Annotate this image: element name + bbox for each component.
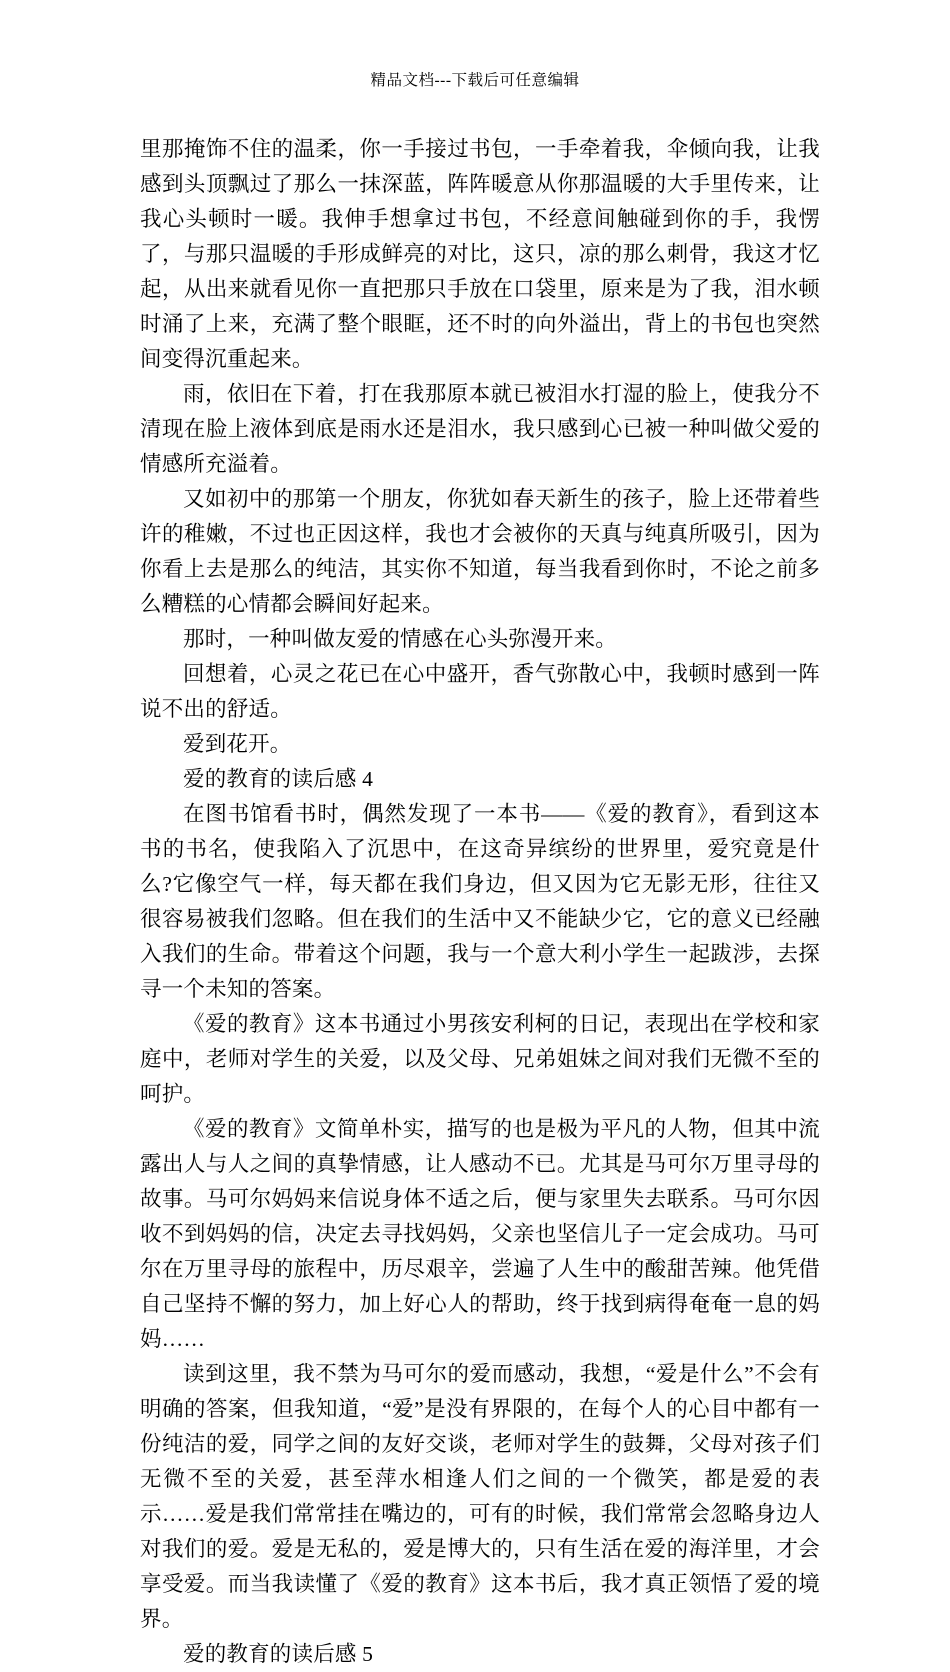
page-header-watermark: 精品文档---下载后可任意编辑 [370,72,580,89]
paragraph: 《爱的教育》文简单朴实，描写的也是极为平凡的人物，但其中流露出人与人之间的真挚情感，让人感动不已。尤其是马可尔万里寻母的故事。马可尔妈妈来信说身体不适之后，便与家里失去联系。马可尔因收不到妈妈的信，决定去寻找妈妈，父亲也坚信儿子一定会成功。马可尔在万里寻母的旅程中，历尽艰辛，尝遍了人生中的酸甜苦辣。他凭借自己坚持不懈的努力，加上好心人的帮助，终于找到病得奄奄一息的妈妈…… [140,1117,820,1351]
paragraph: 雨，依旧在下着，打在我那原本就已被泪水打湿的脸上，使我分不清现在脸上液体到底是雨水还是泪水，我只感到心已被一种叫做父爱的情感所充溢着。 [140,382,820,476]
paragraph: 爱到花开。 [183,732,292,756]
paragraph: 回想着，心灵之花已在心中盛开，香气弥散心中，我顿时感到一阵说不出的舒适。 [140,662,820,721]
paragraph: 那时，一种叫做友爱的情感在心头弥漫开来。 [183,627,618,651]
section-heading: 爱的教育的读后感 4 [183,767,374,791]
section-heading: 爱的教育的读后感 5 [183,1642,374,1666]
paragraph: 《爱的教育》这本书通过小男孩安利柯的日记，表现出在学校和家庭中，老师对学生的关爱，以及父母、兄弟姐妹之间对我们无微不至的呵护。 [140,1012,820,1106]
paragraph: 在图书馆看书时，偶然发现了一本书——《爱的教育》，看到这本书的书名，使我陷入了沉思中，在这奇异缤纷的世界里，爱究竟是什么?它像空气一样，每天都在我们身边，但又因为它无影无形，往往又很容易被我们忽略。但在我们的生活中又不能缺少它，它的意义已经融入我们的生命。带着这个问题，我与一个意大利小学生一起跋涉，去探寻一个未知的答案。 [140,802,820,1001]
paragraph: 又如初中的那第一个朋友，你犹如春天新生的孩子，脸上还带着些许的稚嫩，不过也正因这样，我也才会被你的天真与纯真所吸引，因为你看上去是那么的纯洁，其实你不知道，每当我看到你时，不论之前多么糟糕的心情都会瞬间好起来。 [140,487,820,616]
paragraph: 里那掩饰不住的温柔，你一手接过书包，一手牵着我，伞倾向我，让我感到头顶飘过了那么一抹深蓝，阵阵暖意从你那温暖的大手里传来，让我心头顿时一暖。我伸手想拿过书包，不经意间触碰到你的手，我愣了，与那只温暖的手形成鲜亮的对比，这只，凉的那么刺骨，我这才忆起，从出来就看见你一直把那只手放在口袋里，原来是为了我，泪水顿时涌了上来，充满了整个眼眶，还不时的向外溢出，背上的书包也突然间变得沉重起来。 [140,137,820,371]
document-body [0,132,950,1672]
document-page [0,68,950,1666]
paragraph: 读到这里，我不禁为马可尔的爱而感动，我想，“爱是什么”不会有明确的答案，但我知道，“爱”是没有界限的，在每个人的心目中都有一份纯洁的爱，同学之间的友好交谈，老师对学生的鼓舞，父母对孩子们无微不至的关爱，甚至萍水相逢人们之间的一个微笑，都是爱的表示……爱是我们常常挂在嘴边的，可有的时候，我们常常会忽略身边人对我们的爱。爱是无私的，爱是博大的，只有生活在爱的海洋里，才会享受爱。而当我读懂了《爱的教育》这本书后，我才真正领悟了爱的境界。 [140,1362,820,1631]
